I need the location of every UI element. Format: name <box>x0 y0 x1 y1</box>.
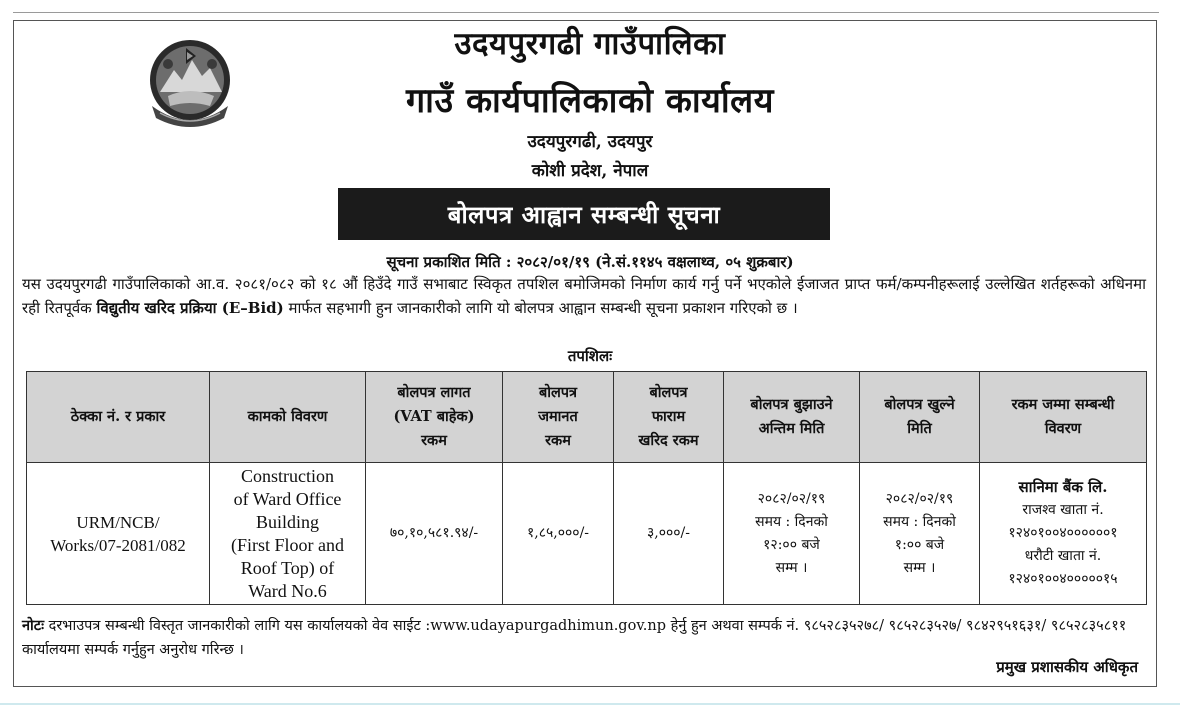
deposit-details-cell: सानिमा बैंक लि. राजश्व खाता नं. १२४०१००४००००००१ धरौटी खाता नं. १२४०१००४०००००१५ <box>980 463 1147 605</box>
security-cell: १,८५,०००/- <box>503 463 614 605</box>
signature: प्रमुख प्रशासकीय अधिकृत <box>996 658 1138 676</box>
header-open-date: बोलपत्र खुल्ने मिति <box>860 372 980 463</box>
header-contract-no: ठेक्का नं. र प्रकार <box>27 372 210 463</box>
intro-paragraph <box>22 272 1146 320</box>
header-form-fee: बोलपत्र फाराम खरिद रकम <box>614 372 724 463</box>
table-row <box>27 463 1147 605</box>
office-name: गाउँ कार्यपालिकाको कार्यालय <box>406 81 774 121</box>
published-date: सूचना प्रकाशित मिति : २०८२/०१/१९ (ने.सं.११४५ वक्षलाथ्व, ०५ शुक्रबार) <box>386 253 794 271</box>
address-line1: उदयपुरगढी, उदयपुर <box>527 132 653 152</box>
top-rule <box>13 12 1159 13</box>
open-date-cell: २०८२/०२/१९ समय : दिनको १:०० बजे सम्म । <box>860 463 980 605</box>
bottom-rule <box>0 703 1180 705</box>
header-description: कामको विवरण <box>210 372 366 463</box>
notice-title: बोलपत्र आह्वान सम्बन्धी सूचना <box>338 188 830 240</box>
header-security: बोलपत्र जमानत रकम <box>503 372 614 463</box>
address-line2: कोशी प्रदेश, नेपाल <box>531 161 649 181</box>
note-label: नोटः <box>22 617 45 634</box>
cost-cell: ७०,१०,५८१.९४/- <box>366 463 503 605</box>
form-fee-cell: ३,०००/- <box>614 463 724 605</box>
schedule-label: तपशिलः <box>567 347 613 365</box>
intro-part1: यस उदयपुरगढी गाउँपालिकाको आ.व. २०८१/०८२ को १८ औं हिउँदे गाउँ सभाबाट स्विकृत तपशिल बमोजिमको निर्माण कार्य गर्नु पर्ने भएकोले ईजाजत प्राप्त फर्म/कम्पनीहरूलाई उल्लेखित शर्तहरूको अधिनमा रही रितपूर्वक <box>22 275 1146 317</box>
table-header-row <box>27 372 1147 463</box>
tender-table <box>26 371 1147 605</box>
intro-ebid: विद्युतीय खरिद प्रक्रिया (E–Bid) <box>96 299 284 317</box>
header-submit-date: बोलपत्र बुझाउने अन्तिम मिति <box>724 372 860 463</box>
description-cell: Construction of Ward Office Building (First Floor and Roof Top) of Ward No.6 <box>210 463 366 605</box>
org-name: उदयपुरगढी गाउँपालिका <box>454 26 726 62</box>
contract-no-cell: URM/NCB/ Works/07-2081/082 <box>27 463 210 605</box>
header-cost: बोलपत्र लागत (VAT बाहेक) रकम <box>366 372 503 463</box>
header-deposit-details: रकम जम्मा सम्बन्धी विवरण <box>980 372 1147 463</box>
intro-part2: मार्फत सहभागी हुन जानकारीको लागि यो बोलपत्र आह्वान सम्बन्धी सूचना प्रकाशन गरिएको छ । <box>288 299 798 317</box>
note-text: दरभाउपत्र सम्बन्धी विस्तृत जानकारीको लागि यस कार्यालयको वेव साईट :www.udayapurgadhimun.gov.np हेर्नु हुन अथवा सम्पर्क नं. ९८५२८३५२७८/ ९८५२८३५२७/ ९८४२९५१६३१/ ९८५२८३५८११ कार्यालयमा सम्पर्क गर्नुहुन अनुरोध गरिन्छ । <box>22 618 1127 658</box>
footer-note <box>22 614 1146 662</box>
submit-date-cell: २०८२/०२/१९ समय : दिनको १२:०० बजे सम्म । <box>724 463 860 605</box>
